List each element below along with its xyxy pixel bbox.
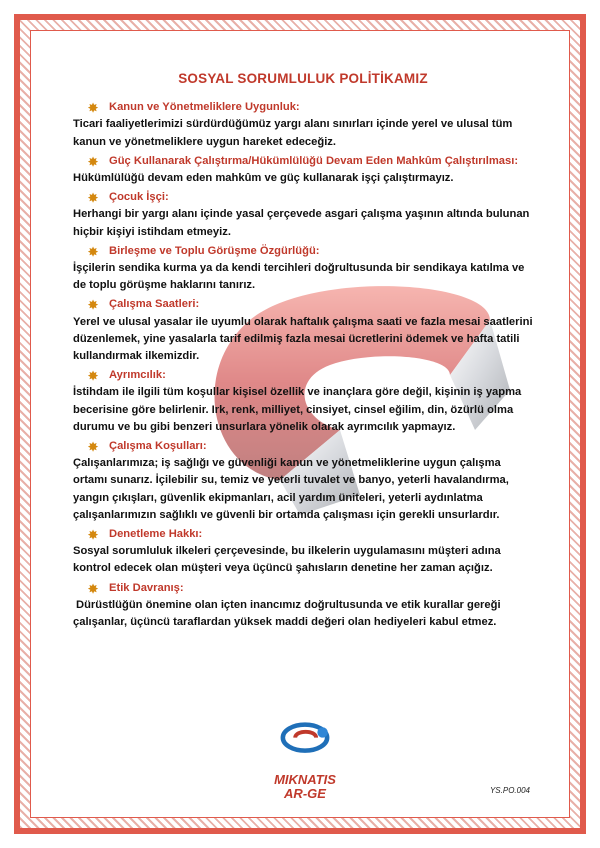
star-bullet-icon: ✸ xyxy=(88,369,99,384)
section-heading: Etik Davranış: xyxy=(109,581,184,594)
section-heading: Çalışma Koşulları: xyxy=(109,440,207,453)
section-9 xyxy=(73,580,533,632)
section-body: İstihdam ile ilgili tüm koşullar kişisel özellik ve inançlara göre değil, kişinin iş yapma becerisine göre belirlenir. Irk, renk, milliyet, cinsiyet, cinsel eğilim, din, özürlü olma durumu ve bu gibi benzeri unsurlara yönelik olarak ayrımcılık yapmayız. xyxy=(73,386,522,433)
star-bullet-icon: ✸ xyxy=(88,244,99,259)
section-3 xyxy=(73,189,533,241)
section-1 xyxy=(73,99,533,151)
star-bullet-icon: ✸ xyxy=(88,581,99,596)
section-8 xyxy=(73,526,533,578)
star-bullet-icon: ✸ xyxy=(88,101,99,116)
policy-content xyxy=(73,70,533,633)
star-bullet-icon: ✸ xyxy=(88,298,99,313)
section-4 xyxy=(73,243,533,295)
section-6 xyxy=(73,367,533,436)
star-bullet-icon: ✸ xyxy=(88,154,99,169)
section-heading: Çalışma Saatleri: xyxy=(109,298,200,311)
section-body: Hükümlülüğü devam eden mahkûm ve güç kullanarak işçi çalıştırmayız. xyxy=(73,172,454,185)
star-bullet-icon: ✸ xyxy=(88,528,99,543)
star-bullet-icon: ✸ xyxy=(88,440,99,455)
section-body: İşçilerin sendika kurma ya da kendi tercihleri doğrultusunda bir sendikaya katılma ve de toplu görüşme haklarını tanırız. xyxy=(73,262,525,292)
section-body: Çalışanlarımıza; iş sağlığı ve güvenliği kanun ve yönetmeliklerine uygun çalışma ortamı sunarız. İçilebilir su, temiz ve yeterli tuvalet ve banyo, yeterli havalandırma, yangın çıkışları, güvenlik ekipmanları, acil yardım üniteleri, yeterli aydınlatma çalışanlarımızın sağlıklı ve güvenli bir ortamda çalışması için gerekli unsurlardır. xyxy=(73,457,509,521)
section-body: Herhangi bir yargı alanı içinde yasal çerçevede asgari çalışma yaşının altında bulunan hiçbir kişiyi istihdam etmeyiz. xyxy=(73,208,530,238)
logo-line-2: AR-GE xyxy=(284,786,326,801)
section-body: Sosyal sorumluluk ilkeleri çerçevesinde, bu ilkelerin uygulamasını müşteri adına kontrol edecek olan müşteri veya üçüncü şahısların denetine her zaman açığız. xyxy=(73,545,501,575)
section-heading: Güç Kullanarak Çalıştırma/Hükümlülüğü Devam Eden Mahkûm Çalıştırılması: xyxy=(109,154,519,167)
section-heading: Kanun ve Yönetmeliklere Uygunluk: xyxy=(109,101,300,114)
section-body: Dürüstlüğün önemine olan içten inancımız doğrultusunda ve etik kurallar gereği çalışanlar, üçüncü taraflardan yüksek maddi değeri olan hediyeleri kabul etmez. xyxy=(73,598,501,629)
section-body: Ticari faaliyetlerimizi sürdürdüğümüz yargı alanı sınırları içinde yerel ve ulusal tüm kanun ve yönetmeliklere uygun hareket edeceğiz. xyxy=(73,118,513,148)
section-heading: Denetleme Hakkı: xyxy=(109,528,203,541)
section-7 xyxy=(73,438,533,524)
company-logo-icon xyxy=(250,722,360,778)
document-code: YS.PO.004 xyxy=(489,786,530,795)
section-heading: Birleşme ve Toplu Görüşme Özgürlüğü: xyxy=(109,244,320,257)
page-title: SOSYAL SORUMLULUK POLİTİKAMIZ xyxy=(178,71,428,86)
logo-line-1: MIKNATIS xyxy=(274,772,336,787)
section-body: Yerel ve ulusal yasalar ile uyumlu olarak haftalık çalışma saati ve fazla mesai saatlerini düzenlemek, yine yasalarla tarif edilmiş fazla mesai ücretlerini ödemek ve hafta tatili kullandırmak ilkemizdir. xyxy=(73,315,533,363)
section-5 xyxy=(73,296,533,365)
section-heading: Ayrımcılık: xyxy=(109,369,166,382)
section-2 xyxy=(73,153,533,187)
section-heading: Çocuk İşçi: xyxy=(109,191,169,204)
star-bullet-icon: ✸ xyxy=(88,191,99,206)
